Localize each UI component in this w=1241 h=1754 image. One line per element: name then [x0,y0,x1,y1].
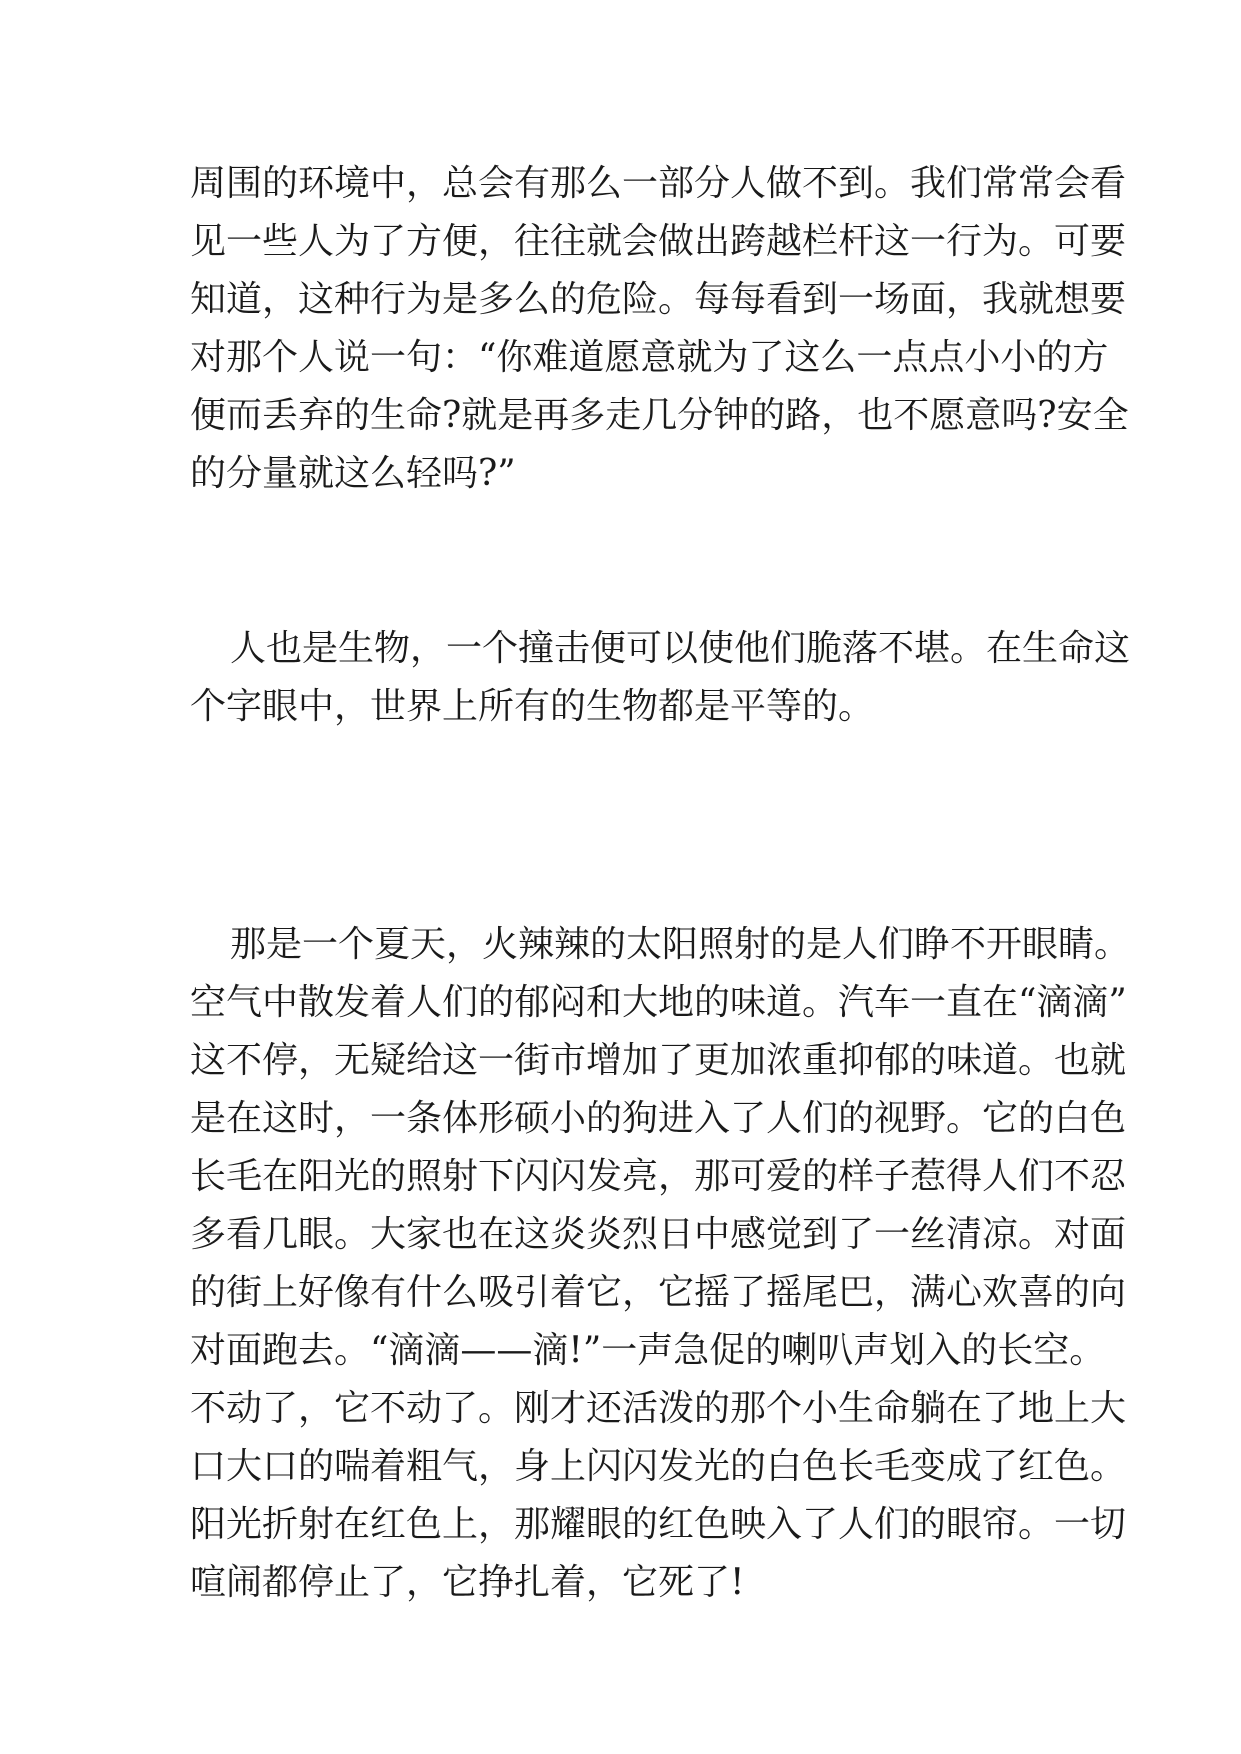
paragraph-line: 见一些人为了方便，往往就会做出跨越栏杆这一行为。可要 [190,221,1127,262]
paragraph-line: 的街上好像有什么吸引着它，它摇了摇尾巴，满心欢喜的向 [190,1272,1127,1313]
paragraph-line: 不动了，它不动了。刚才还活泼的那个小生命躺在了地上大 [190,1388,1127,1429]
paragraph-line: 口大口的喘着粗气，身上闪闪发光的白色长毛变成了红色。 [190,1446,1127,1487]
paragraph-line: 是在这时，一条体形硕小的狗进入了人们的视野。它的白色 [190,1098,1127,1139]
paragraph-line: 知道，这种行为是多么的危险。每每看到一场面，我就想要 [190,279,1127,320]
paragraph-line: 喧闹都停止了，它挣扎着，它死了! [190,1562,745,1603]
paragraph-line: 便而丢弃的生命?就是再多走几分钟的路，也不愿意吗?安全 [190,395,1129,436]
paragraph-line: 空气中散发着人们的郁闷和大地的味道。汽车一直在“滴滴” [190,982,1127,1023]
paragraph-2 [190,620,1131,736]
paragraph-line: 这不停，无疑给这一街市增加了更加浓重抑郁的味道。也就 [190,1040,1127,1081]
paragraph-line: 的分量就这么轻吗?” [190,453,516,494]
paragraph-1 [190,155,1129,503]
paragraph-line: 个字眼中，世界上所有的生物都是平等的。 [190,686,875,727]
paragraph-line: 对那个人说一句：“你难道愿意就为了这么一点点小小的方 [190,337,1109,378]
paragraph-line: 人也是生物，一个撞击便可以使他们脆落不堪。在生命这 [230,628,1131,669]
paragraph-line: 周围的环境中，总会有那么一部分人做不到。我们常常会看 [190,163,1127,204]
paragraph-3 [190,916,1131,1612]
paragraph-line: 对面跑去。“滴滴——滴!”一声急促的喇叭声划入的长空。 [190,1330,1106,1371]
paragraph-line: 阳光折射在红色上，那耀眼的红色映入了人们的眼帘。一切 [190,1504,1127,1545]
paragraph-line: 长毛在阳光的照射下闪闪发亮，那可爱的样子惹得人们不忍 [190,1156,1127,1197]
paragraph-line: 多看几眼。大家也在这炎炎烈日中感觉到了一丝清凉。对面 [190,1214,1127,1255]
paragraph-line: 那是一个夏天，火辣辣的太阳照射的是人们睁不开眼睛。 [230,924,1131,965]
